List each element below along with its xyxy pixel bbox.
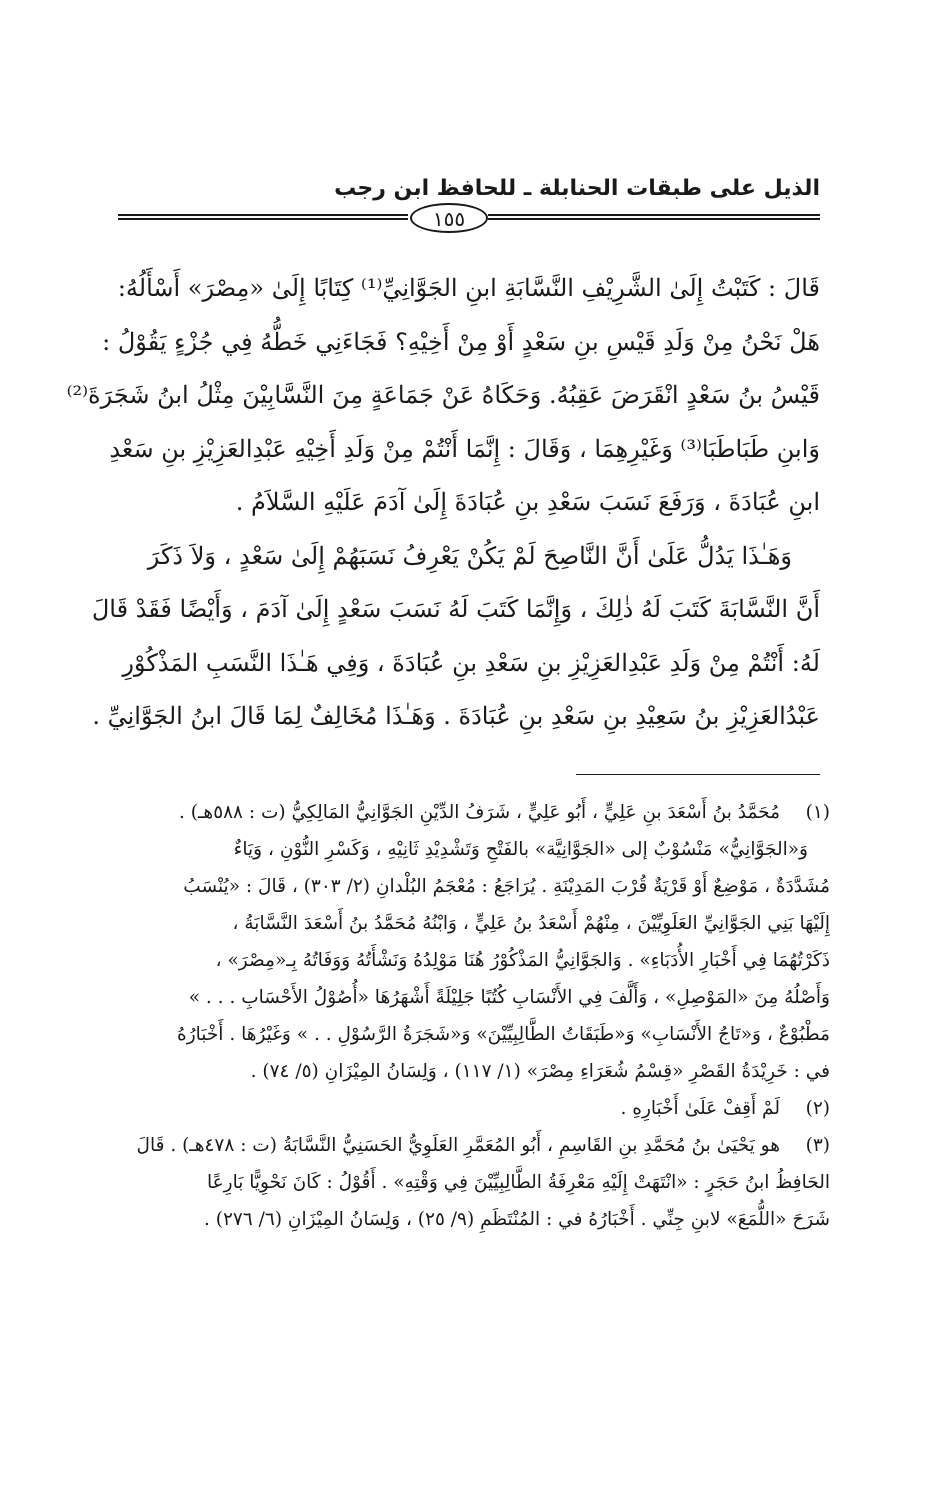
body-line: ابنِ عُبَادَةَ ، وَرَفَعَ نَسَبَ سَعْدِ بنِ عُبَادَةَ إِلَىٰ آدَمَ عَلَيْهِ السَّلاَمُ .: [235, 488, 820, 516]
body-line: وَابنِ طَبَاطَبَا⁽³⁾ وَغَيْرِهِمَا ، وَقَالَ : إِنَّمَا أَنْتُمْ مِنْ وَلَدِ أَخِيْهِ عَبْدِالعَزِيْزِ بنِ سَعْدِ: [109, 434, 820, 463]
footnote-number: (٢): [805, 1098, 830, 1119]
footnote-line: ذَكَرْتُهُمَا فِي أَخْبَارِ الأُدَبَاءِ» . وَالجَوَّانِيُّ المَذْكُوْرُ هُنَا مَوْلِدُهُ وَنَشْأَتُهُ وَوَفَاتُهُ بِـ«مِصْرَ» ،: [215, 950, 830, 971]
body-line: هَلْ نَحْنُ مِنْ وَلَدِ قَيْسِ بنِ سَعْدٍ أَوْ مِنْ أَخِيْهِ؟ فَجَاءَنِي خَطُّهُ فِي جُزْءٍ يَقُوْلُ :: [102, 327, 820, 356]
footnote-line: مُشَدَّدَةٌ ، مَوْضِعٌ أَوْ قَرْيَةٌ قُرْبَ المَدِيْنَةِ . يُرَاجَعُ : مُعْجَمُ البُلْدانِ (٢/ ٣٠٣) ، قَالَ : «يُنْسَبُ: [183, 876, 830, 897]
footnote-line: في : خَرِيْدَةُ القَصْرِ «قِسْمُ شُعَرَاءِ مِصْرَ» (١/ ١١٧) ، وَلِسَانُ المِيْزَانِ (٥/ ٧٤) .: [250, 1061, 830, 1082]
footnote-number: (٣): [805, 1135, 830, 1156]
page-number-ornament: [118, 206, 820, 230]
footnote-line: مَطْبُوْعٌ ، وَ«تَاجُ الأَنْسَابِ» وَ«طَبَقَاتُ الطَّالِبِيِّيْنَ» وَ«شَجَرَةُ الرَّسُوْلِ . . » وَغَيْرُهَا . أَخْبَارُهُ: [177, 1024, 830, 1045]
footnote-line: مُحَمَّدُ بنُ أَسْعَدَ بنِ عَلِيٍّ ، أَبُو عَلِيٍّ ، شَرَفُ الدِّيْنِ الجَوَّانِيُّ المَالِكِيُّ (ت : ٥٨٨هـ) .: [179, 802, 780, 823]
footnote-line: الحَافِظُ ابنُ حَجَرٍ : «انْتَهَتْ إِلَيْهِ مَعْرِفَةُ الطَّالِبِيِّيْنَ فِي وَقْتِهِ» . أَقُوْلُ : كَانَ نَحْوِيًّا بَارِعًا: [207, 1172, 830, 1193]
running-title: الذيل على طبقات الحنابلة ـ للحافظ ابن رجب: [334, 176, 820, 201]
footnote-line: وَأَصْلُهُ مِنَ «المَوْصِلِ» ، وَأَلَّفَ فِي الأَنْسَابِ كُتُبًا جَلِيْلَةً أَشْهَرُهَا «أُصُوْلُ الأَحْسَابِ . . . »: [188, 987, 830, 1008]
footnote-line: وَ«الجَوَّانِيُّ» مَنْسُوْبٌ إلى «الجَوَّانِيَّة» بالفَتْحِ وَتَشْدِيْدِ ثَانِيْهِ ، وَكَسْرِ النُّوْنِ ، وَيَاءٌ: [233, 839, 808, 860]
footnotes: [118, 794, 830, 1238]
ornament-rule-left: [118, 214, 408, 220]
body-line: وَهَـٰذَا يَدُلُّ عَلَىٰ أَنَّ النَّاصِحَ لَمْ يَكُنْ يَعْرِفُ نَسَبَهُمْ إِلَىٰ سَعْدٍ ، وَلاَ ذَكَرَ: [147, 541, 792, 570]
footnote-line: هو يَحْيَىٰ بنُ مُحَمَّدِ بنِ القَاسِمِ ، أَبُو المُعَمَّرِ العَلَوِيُّ الحَسَنِيُّ النَّسَّابَةُ (ت : ٤٧٨هـ) . قَالَ: [136, 1135, 780, 1156]
footnote-2: [118, 1090, 830, 1127]
ornament-rule-right: [488, 214, 820, 220]
footnote-number: (١): [805, 802, 830, 823]
body-line: قَالَ : كَتَبْتُ إِلَىٰ الشَّرِيْفِ النَّسَّابَةِ ابنِ الجَوَّانِيِّ⁽¹⁾ كِتَابًا إِلَىٰ «مِصْرَ» أَسْأَلُهُ:: [117, 274, 820, 302]
page-number: ١٥٥: [410, 203, 488, 233]
footnote-line: شَرَحَ «اللُّمَعَ» لابنِ جِنِّي . أَخْبَارُهُ في : المُنْتَظَمِ (٩/ ٢٥) ، وَلِسَانُ المِيْزَانِ (٦/ ٢٧٦) .: [203, 1209, 830, 1230]
body-line: لَهُ: أَنْتُمْ مِنْ وَلَدِ عَبْدِالعَزِيْزِ بنِ سَعْدِ بنِ عُبَادَةَ ، وَفِي هَـٰذَا النَّسَبِ المَذْكُوْرِ: [122, 648, 820, 677]
footnote-1: [118, 794, 830, 1090]
body-line: قَيْسُ بنُ سَعْدٍ انْقَرَضَ عَقِبُهُ. وَحَكَاهُ عَنْ جَمَاعَةٍ مِنَ النَّسَّابِيْنَ مِثْلُ ابنُ شَجَرَةَ⁽²⁾: [66, 381, 820, 409]
footnote-line: لَمْ أَقِفْ عَلَىٰ أَخْبَارِهِ .: [620, 1098, 780, 1119]
main-text: [66, 262, 820, 744]
footnote-3: [118, 1127, 830, 1238]
footnote-separator: [576, 774, 820, 775]
body-line: أَنَّ النَّسَّابَةَ كَتَبَ لَهُ ذٰلِكَ ، وَإِنَّمَا كَتَبَ لَهُ نَسَبَ سَعْدٍ إِلَىٰ آدَمَ ، وَأَيْضًا فَقَدْ قَالَ: [91, 595, 820, 623]
footnote-line: إِلَيْهَا بَنِي الجَوَّانِيِّ العَلَوِيِّيْنَ ، مِنْهُمْ أَسْعَدُ بنُ عَلِيٍّ ، وَابْنُهُ مُحَمَّدُ بنُ أَسْعَدَ النَّسَّابَةُ ،: [232, 913, 830, 934]
body-line: عَبْدُالعَزِيْزِ بنُ سَعِيْدِ بنِ سَعْدِ بنِ عُبَادَةَ . وَهَـٰذَا مُخَالِفٌ لِمَا قَالَ ابنُ الجَوَّانِيِّ .: [92, 702, 820, 730]
